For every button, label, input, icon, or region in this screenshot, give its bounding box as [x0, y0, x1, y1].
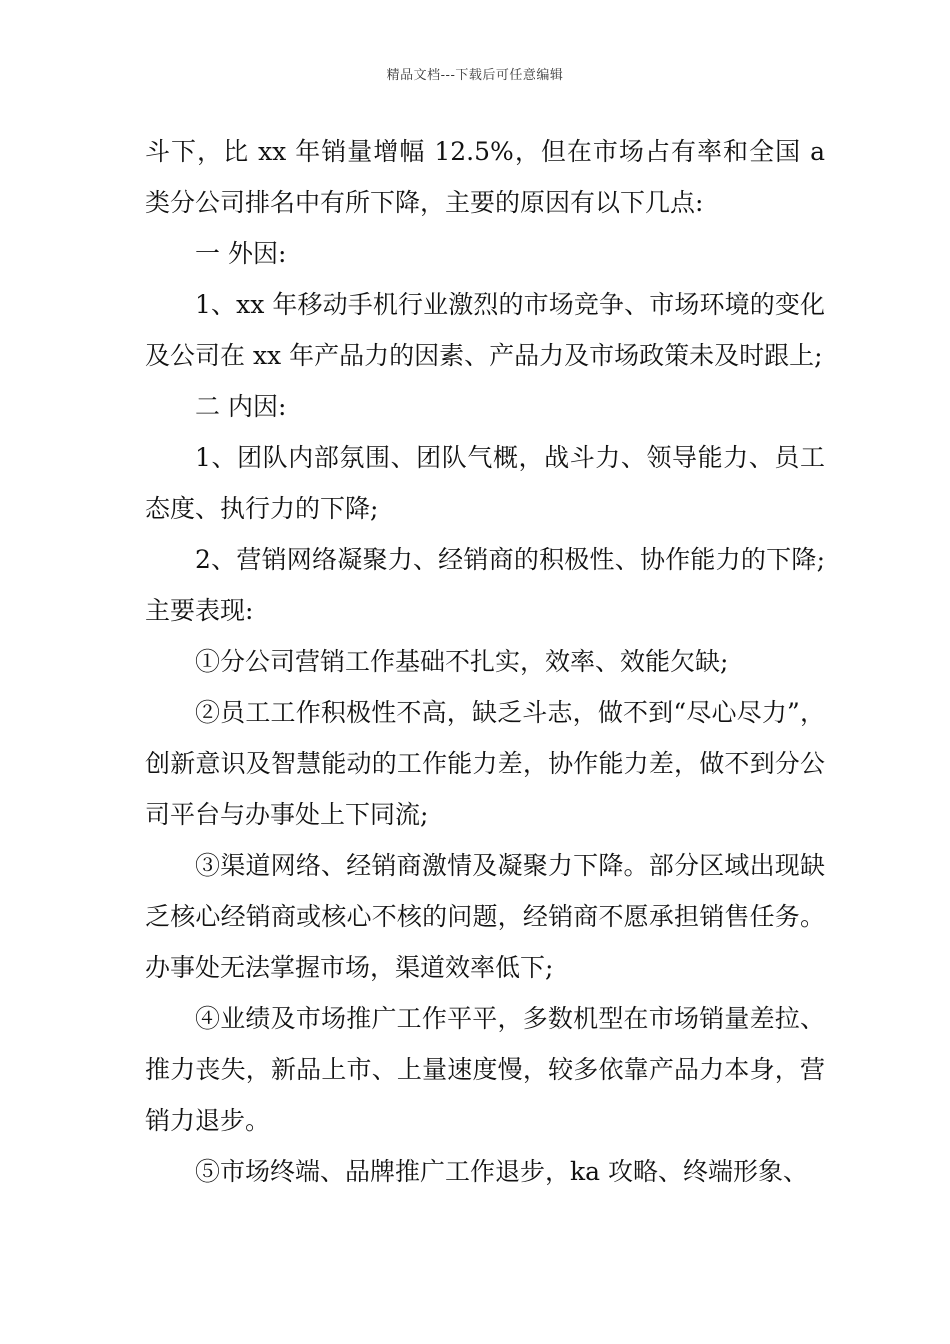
list-item-4: ④业绩及市场推广工作平平，多数机型在市场销量差拉、推力丧失，新品上市、上量速度慢，较多依靠产品力本身，营销力退步。 — [145, 1004, 825, 1135]
list-item-1: ①分公司营销工作基础不扎实，效率、效能欠缺; — [195, 647, 729, 676]
heading-external-causes: 一 外因: — [195, 239, 287, 268]
list-item-5: ⑤市场终端、品牌推广工作退步，ka 攻略、终端形象、 — [195, 1157, 809, 1186]
paragraph-internal-2: 2、营销网络凝聚力、经销商的积极性、协作能力的下降;主要表现: — [145, 545, 825, 625]
list-item-3: ③渠道网络、经销商激情及凝聚力下降。部分区域出现缺乏核心经销商或核心不核的问题，经销商不愿承担销售任务。办事处无法掌握市场，渠道效率低下; — [145, 851, 825, 982]
page-header: 精品文档---下载后可任意编辑 — [386, 68, 564, 83]
document-body — [145, 126, 825, 1197]
list-item-2: ②员工工作积极性不高，缺乏斗志，做不到“尽心尽力”，创新意识及智慧能动的工作能力差，协作能力差，做不到分公司平台与办事处上下同流; — [145, 698, 825, 829]
paragraph-intro: 斗下，比 xx 年销量增幅 12.5%，但在市场占有率和全国 a 类分公司排名中有所下降，主要的原因有以下几点: — [145, 137, 825, 217]
paragraph-internal-1: 1、团队内部氛围、团队气概，战斗力、领导能力、员工态度、执行力的下降; — [145, 443, 825, 523]
paragraph-external-1: 1、xx 年移动手机行业激烈的市场竞争、市场环境的变化及公司在 xx 年产品力的因素、产品力及市场政策未及时跟上; — [145, 290, 825, 370]
heading-internal-causes: 二 内因: — [195, 392, 287, 421]
